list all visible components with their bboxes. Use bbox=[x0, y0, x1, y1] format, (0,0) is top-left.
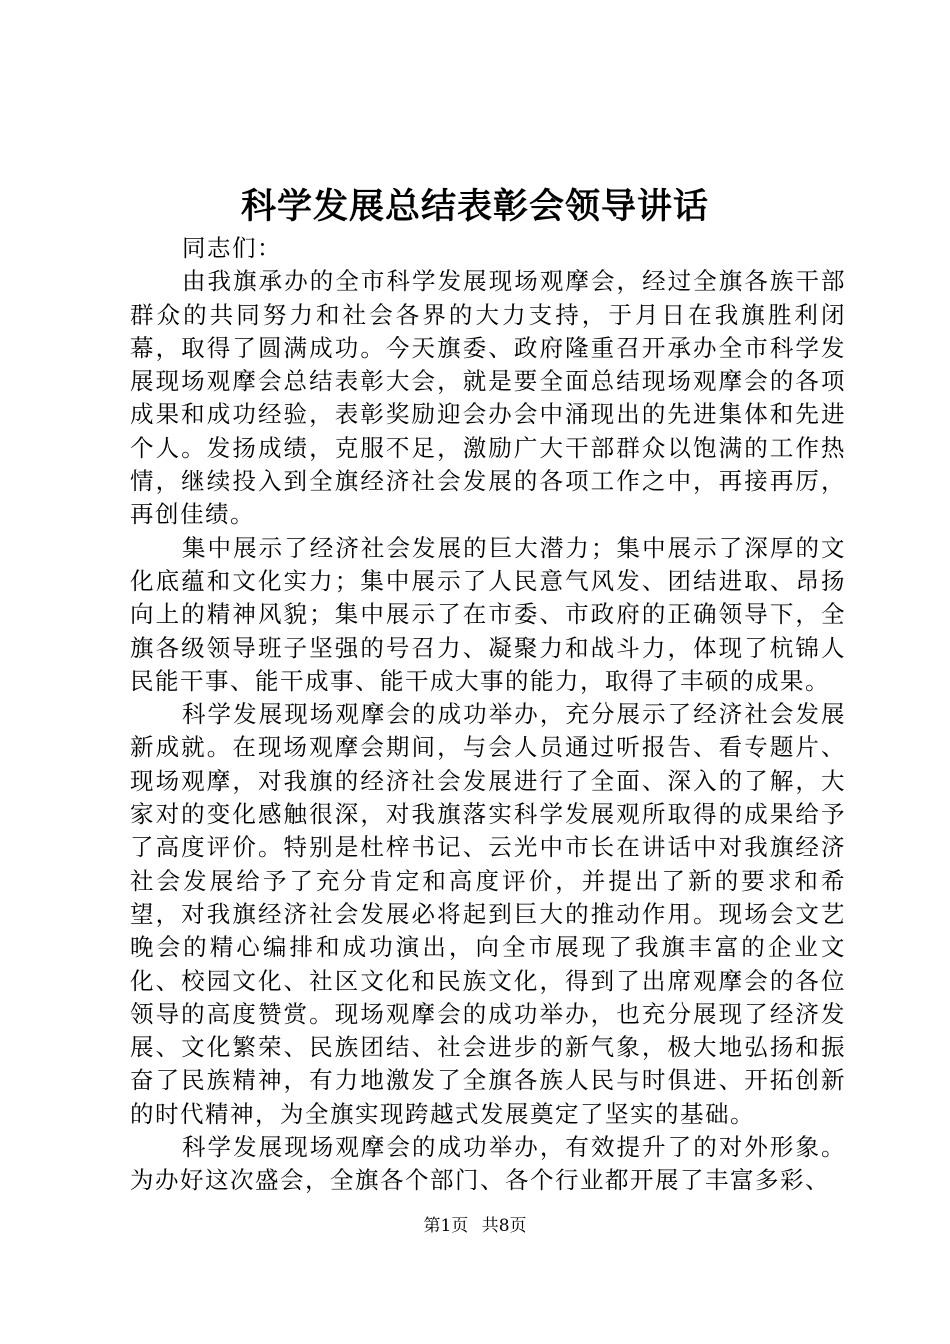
body-paragraph-4: 科学发展现场观摩会的成功举办，有效提升了的对外形象。为办好这次盛会，全旗各个部门、各个行业都开展了丰富多彩、 bbox=[130, 1133, 846, 1195]
page-total: 共8页 bbox=[481, 1216, 527, 1236]
document-title: 科学发展总结表彰会领导讲话 bbox=[240, 186, 709, 227]
body-paragraph-3: 科学发展现场观摩会的成功举办，充分展示了经济社会发展新成就。在现场观摩会期间，与会人员通过听报告、看专题片、现场观摩，对我旗的经济社会发展进行了全面、深入的了解，大家对的变化感触很深，对我旗落实科学发展观所取得的成果给予了高度评价。特别是杜梓书记、云光中市长在讲话中对我旗经济社会发展给予了充分肯定和高度评价，并提出了新的要求和希望，对我旗经济社会发展必将起到巨大的推动作用。现场会文艺晚会的精心编排和成功演出，向全市展现了我旗丰富的企业文化、校园文化、社区文化和民族文化，得到了出席观摩会的各位领导的高度赞赏。现场观摩会的成功举办，也充分展现了经济发展、文化繁荣、民族团结、社会进步的新气象，极大地弘扬和振奋了民族精神，有力地激发了全旗各族人民与时俱进、开拓创新的时代精神，为全旗实现跨越式发展奠定了坚实的基础。 bbox=[130, 700, 846, 1128]
page-number: 第1页 bbox=[423, 1216, 469, 1236]
salutation: 同志们： bbox=[182, 234, 282, 262]
document-body bbox=[130, 232, 846, 1198]
body-paragraph-2: 集中展示了经济社会发展的巨大潜力；集中展示了深厚的文化底蕴和文化实力；集中展示了人民意气风发、团结进取、昂扬向上的精神风貌；集中展示了在市委、市政府的正确领导下，全旗各级领导班子坚强的号召力、凝聚力和战斗力，体现了杭锦人民能干事、能干成事、能干成大事的能力，取得了丰硕的成果。 bbox=[130, 533, 846, 695]
body-paragraph-1: 由我旗承办的全市科学发展现场观摩会，经过全旗各族干部群众的共同努力和社会各界的大力支持，于月日在我旗胜利闭幕，取得了圆满成功。今天旗委、政府隆重召开承办全市科学发展现场观摩会总结表彰大会，就是要全面总结现场观摩会的各项成果和成功经验，表彰奖励迎会办会中涌现出的先进集体和先进个人。发扬成绩，克服不足，激励广大干部群众以饱满的工作热情，继续投入到全旗经济社会发展的各项工作之中，再接再厉，再创佳绩。 bbox=[130, 267, 846, 529]
page-footer bbox=[0, 1215, 950, 1237]
